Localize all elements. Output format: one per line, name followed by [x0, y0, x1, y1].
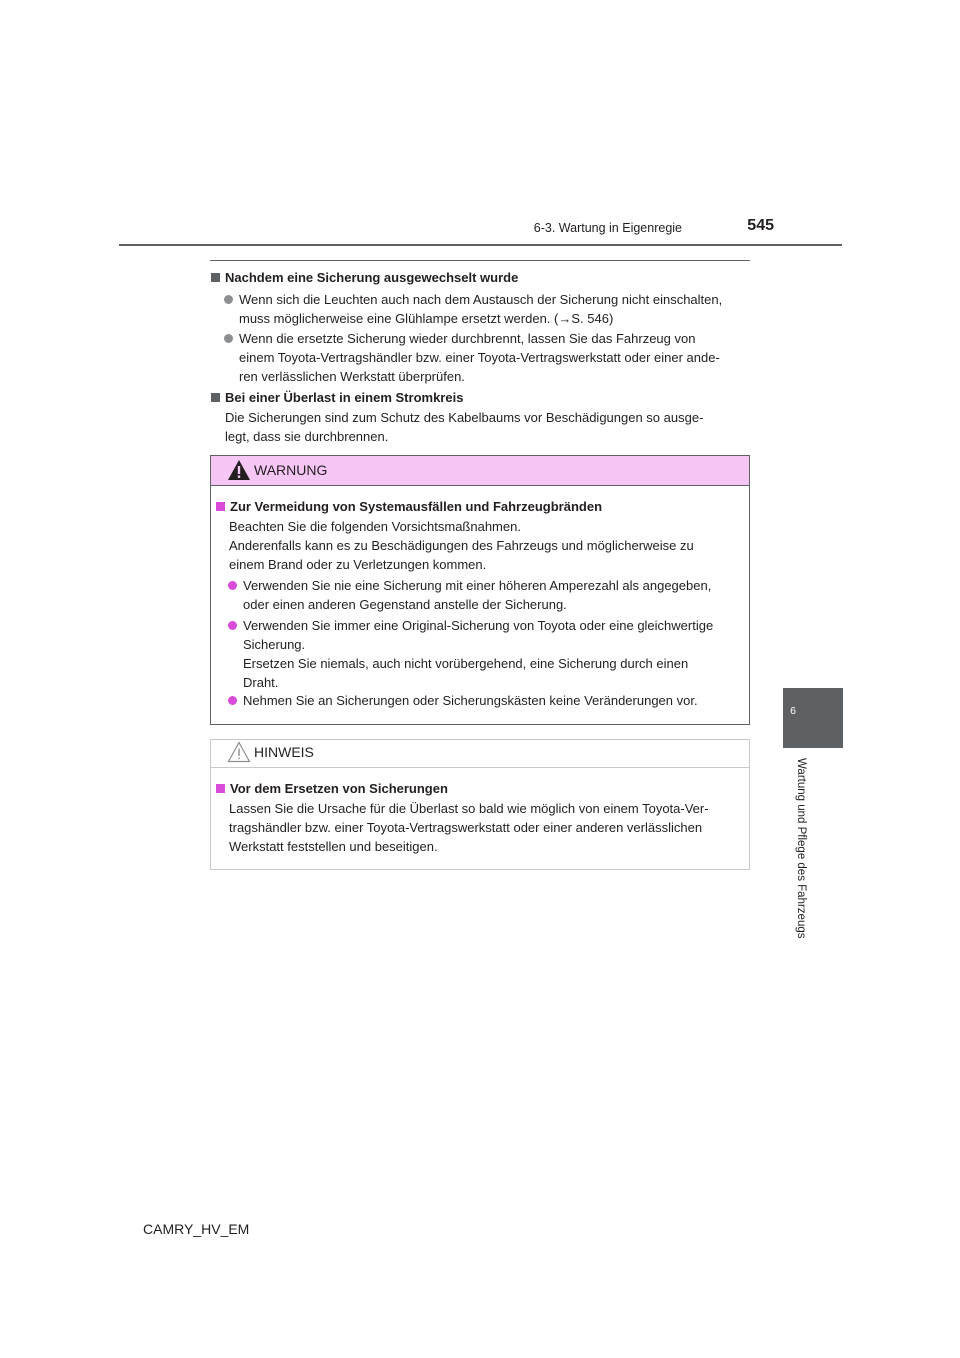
hint-header-divider: [211, 767, 749, 768]
square-bullet-icon: [211, 393, 220, 402]
page-number: 545: [747, 217, 774, 234]
square-bullet-icon: [216, 784, 225, 793]
caution-triangle-icon: [227, 741, 251, 763]
circle-bullet-icon: [228, 621, 237, 630]
chapter-number: 6: [790, 705, 796, 717]
header-rule: [119, 244, 842, 246]
footer-code: CAMRY_HV_EM: [143, 1221, 250, 1237]
warning-paragraph: Beachten Sie die folgenden Vorsichtsmaßnahmen. Anderenfalls kann es zu Beschädigungen des Fahrzeugs und möglicherweise zu einem Brand oder zu Verletzungen kommen.: [229, 519, 694, 572]
list-item: Verwenden Sie nie eine Sicherung mit einer höheren Amperezahl als angegeben, oder einen anderen Gegenstand anstelle der Sicherung.: [228, 576, 744, 614]
paragraph: Die Sicherungen sind zum Schutz des Kabelbaums vor Beschädigungen so ausge- legt, dass sie durchbrennen.: [225, 410, 704, 444]
list-item: Nehmen Sie an Sicherungen oder Sicherungskästen keine Veränderungen vor.: [228, 691, 744, 710]
hint-heading: Vor dem Ersetzen von Sicherungen: [216, 779, 448, 798]
list-item: Verwenden Sie immer eine Original-Sicherung von Toyota oder eine gleichwertige Sicherung. Ersetzen Sie niemals, auch nicht vorübergehend, eine Sicherung durch einen Draht.: [228, 616, 744, 692]
square-bullet-icon: [211, 273, 220, 282]
content-rule: [210, 260, 750, 261]
warning-heading: Zur Vermeidung von Systemausfällen und Fahrzeugbränden: [216, 497, 602, 516]
circle-bullet-icon: [228, 581, 237, 590]
hint-title: HINWEIS: [254, 744, 314, 760]
list-item: Wenn die ersetzte Sicherung wieder durchbrennt, lassen Sie das Fahrzeug von einem Toyota-Vertragshändler bzw. einer Toyota-Vertragswerkstatt oder einer ande- ren verlässlichen Werkstatt überprüfen.: [224, 329, 752, 386]
list-item: Wenn sich die Leuchten auch nach dem Austausch der Sicherung nicht einschalten, muss möglicherweise eine Glühlampe ersetzt werden. (→S. 546): [224, 290, 752, 328]
circle-bullet-icon: [224, 295, 233, 304]
chapter-tab: [783, 688, 843, 748]
warning-title: WARNUNG: [254, 462, 328, 478]
square-bullet-icon: [216, 502, 225, 511]
circle-bullet-icon: [224, 334, 233, 343]
section-heading: Nachdem eine Sicherung ausgewechselt wurde: [211, 268, 518, 287]
circle-bullet-icon: [228, 696, 237, 705]
chapter-title-vertical: Wartung und Pflege des Fahrzeugs: [795, 758, 807, 939]
section-title: 6-3. Wartung in Eigenregie: [533, 221, 682, 235]
warning-triangle-icon: [227, 459, 251, 481]
section-heading: Bei einer Überlast in einem Stromkreis: [211, 388, 463, 407]
hint-paragraph: Lassen Sie die Ursache für die Überlast so bald wie möglich von einem Toyota-Ver- tragshändler bzw. einer Toyota-Vertragswerkstatt oder einer anderen verlässlichen Werkstatt feststellen und beseitigen.: [229, 801, 709, 854]
